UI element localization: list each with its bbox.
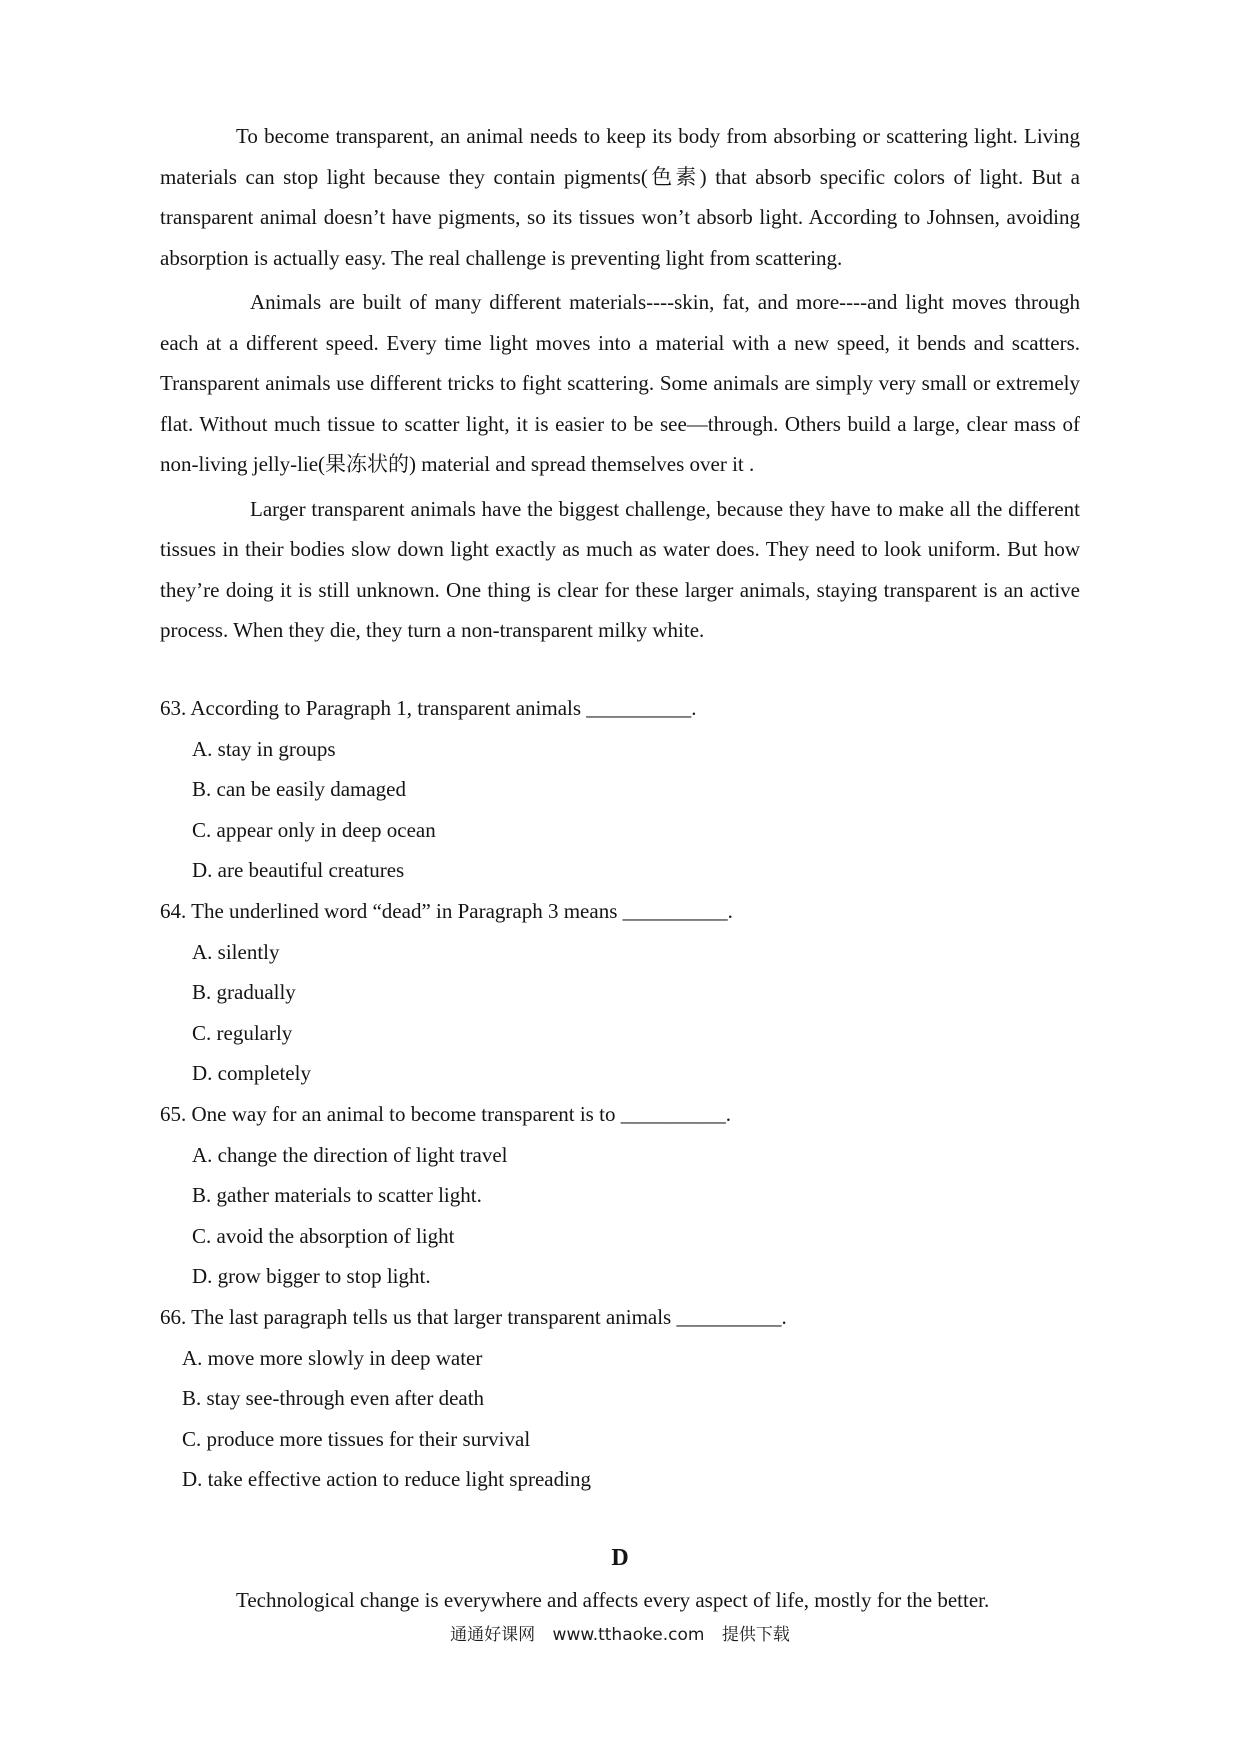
question-65 — [160, 1094, 1080, 1297]
answer-option-a: A. silently — [192, 939, 280, 964]
question-list — [160, 688, 1080, 1500]
answer-option-b: B. gradually — [192, 980, 296, 1005]
passage-paragraph-2: Animals are built of many different materials----skin, fat, and more----and light moves through each at a different speed. Every time light moves into a material with a new speed, it bends and scatters. Transparent animals use different tricks to fight scattering. Some animals are simply very small or extremely flat. Without much tissue to scatter light, it is easier to be see—through. Others build a large, clear mass of non-living jelly-lie(果冻状的) material and spread themselves over it . — [160, 290, 1080, 476]
answer-option-d: D. completely — [192, 1061, 311, 1086]
answer-option-b: B. gather materials to scatter light. — [192, 1183, 482, 1208]
answer-option-b: B. can be easily damaged — [192, 777, 406, 802]
answer-option-a: A. move more slowly in deep water — [182, 1345, 483, 1370]
question-63 — [160, 688, 1080, 891]
footer-url: www.tthaoke.com — [552, 1625, 705, 1645]
answer-option-d: D. are beautiful creatures — [192, 858, 405, 883]
answer-option-a: A. stay in groups — [192, 736, 336, 761]
question-stem: 66. The last paragraph tells us that larger transparent animals __________. — [160, 1304, 787, 1329]
question-stem: 65. One way for an animal to become transparent is to __________. — [160, 1101, 731, 1126]
reading-passage — [160, 116, 1080, 655]
section-heading: D — [611, 1545, 629, 1571]
answer-option-b: B. stay see-through even after death — [182, 1386, 485, 1411]
answer-option-c: C. appear only in deep ocean — [192, 817, 436, 842]
question-66 — [160, 1297, 1080, 1500]
passage-paragraph-1: To become transparent, an animal needs to keep its body from absorbing or scattering light. Living materials can stop light because they contain pigments(色素) that absorb specific colors of light. But a transparent animal doesn’t have pigments, so its tissues won’t absorb light. According to Johnsen, avoiding absorption is actually easy. The real challenge is preventing light from scattering. — [160, 124, 1080, 270]
answer-option-d: D. take effective action to reduce light spreading — [182, 1467, 591, 1492]
answer-option-a: A. change the direction of light travel — [192, 1142, 508, 1167]
question-stem: 64. The underlined word “dead” in Paragraph 3 means __________. — [160, 898, 733, 923]
passage-paragraph-3: Larger transparent animals have the biggest challenge, because they have to make all the different tissues in their bodies slow down light exactly as much as water does. They need to look uniform. But how they’re doing it is still unknown. One thing is clear for these larger animals, staying transparent is an active process. When they die, they turn a non-transparent milky white. — [160, 496, 1080, 642]
footer-suffix: 提供下载 — [721, 1625, 790, 1645]
question-stem: 63. According to Paragraph 1, transparent animals __________. — [160, 696, 697, 720]
question-64 — [160, 891, 1080, 1094]
footer-site-name: 通通好课网 — [450, 1625, 536, 1645]
section-d-first-line: Technological change is everywhere and affects every aspect of life, mostly for the better. — [236, 1588, 990, 1612]
page-footer — [0, 1620, 1240, 1650]
answer-option-c: C. avoid the absorption of light — [192, 1223, 455, 1248]
answer-option-c: C. produce more tissues for their survival — [182, 1426, 531, 1451]
answer-option-c: C. regularly — [192, 1020, 293, 1045]
answer-option-d: D. grow bigger to stop light. — [192, 1264, 431, 1289]
